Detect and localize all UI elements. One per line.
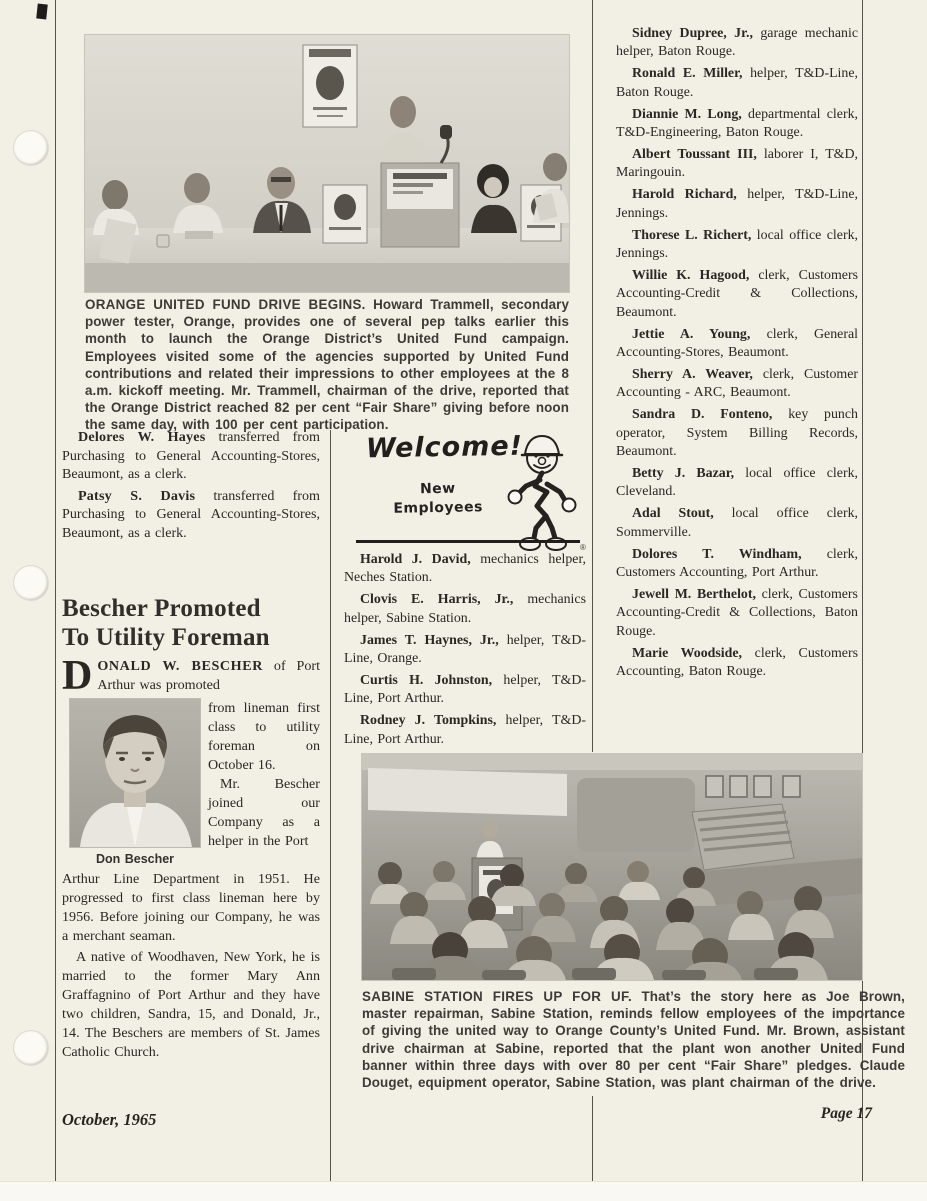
- don-bescher-portrait: [70, 699, 200, 847]
- employee-name: Adal Stout,: [632, 506, 714, 522]
- binder-hole: [14, 1031, 48, 1065]
- employee-name: Willie K. Hagood,: [632, 267, 750, 283]
- employee-detail: clerk, Customers Accounting, Baton Rouge.: [616, 645, 858, 679]
- employee-name: Betty J. Bazar,: [632, 465, 735, 481]
- employee-name: Sherry A. Weaver,: [632, 366, 753, 382]
- employee-name: Curtis H. Johnston,: [360, 672, 493, 688]
- list-item: [616, 586, 858, 641]
- employee-name: Delores W. Hayes: [78, 429, 206, 445]
- employee-detail: mechanics helper, Neches Station.: [344, 552, 586, 586]
- list-item: [344, 551, 586, 588]
- employee-name: James T. Haynes, Jr.,: [360, 632, 499, 648]
- caption-lead: ORANGE UNITED FUND DRIVE BEGINS.: [85, 297, 366, 312]
- employee-name: Rodney J. Tompkins,: [360, 713, 497, 729]
- list-item: [616, 186, 858, 223]
- list-item: [344, 712, 586, 749]
- portrait-illustration: [70, 699, 200, 847]
- column-divider-right-lower: [592, 1096, 593, 1181]
- employee-detail: helper, T&D-Line, Orange.: [344, 632, 586, 667]
- employee-detail: clerk, Customers Accounting-Credit & Collections, Baton Rouge.: [616, 586, 858, 639]
- list-item: [616, 406, 858, 461]
- list-item: [616, 546, 858, 583]
- employee-name: Harold Richard,: [632, 187, 737, 203]
- employee-detail: garage mechanic helper, Baton Rouge.: [616, 26, 858, 60]
- article-lead: [62, 653, 320, 699]
- headline-line2: To Utility Foreman: [62, 624, 270, 651]
- bescher-article: [62, 653, 320, 1062]
- panel-discussion-illustration: [85, 35, 569, 292]
- reddy-kilowatt-icon: [492, 428, 588, 554]
- employee-detail: helper, T&D-Line, Jennings.: [616, 187, 858, 221]
- top-photo-caption: [85, 296, 569, 434]
- transfer-item: [62, 428, 320, 484]
- list-item: [616, 645, 858, 682]
- employee-name: Patsy S. Davis: [78, 487, 196, 504]
- employee-detail: clerk, Customer Accounting - ARC, Beaumont.: [616, 366, 858, 401]
- caption-body: That’s the story here as Joe Brown, master repairman, Sabine Station, reminds fellow employees of the importance of giving the united way to Orange County’s United Fund. Mr. Brown, assistant drive chairman at Sabine, reported that the plant won another United Fund banner within three days with over 80 per cent “Fair Share” pledges. Claude Douget, equipment operator, Sabine Station, was plant chairman of the drive.: [362, 989, 905, 1091]
- welcome-new-employees-block: [352, 428, 588, 560]
- employee-detail: key punch operator, System Billing Records, Beaumont.: [616, 407, 858, 460]
- employee-name: Dolores T. Windham,: [632, 546, 802, 562]
- article-paragraph: Arthur Line Department in 1951. He progressed to first class lineman here by 1956. Before joining our Company, he was a merchant seaman.: [62, 871, 320, 944]
- issue-date: October, 1965: [62, 1110, 157, 1129]
- employee-name: Albert Toussant III,: [632, 146, 757, 162]
- list-item: [616, 267, 858, 322]
- employee-name: Jewell M. Berthelot,: [632, 586, 756, 602]
- drop-cap: D: [62, 653, 93, 699]
- employee-detail: helper, T&D-Line, Baton Rouge.: [616, 66, 858, 100]
- list-item: [616, 326, 858, 363]
- bottom-photo-caption: [362, 988, 905, 1091]
- page-number: Page 17: [820, 1105, 872, 1122]
- binder-hole: [14, 131, 48, 165]
- scan-edge-strip: [0, 1181, 927, 1201]
- lead-rest: of Port Arthur was promoted: [97, 658, 320, 693]
- employee-detail: helper, T&D-Line, Port Arthur.: [344, 672, 586, 707]
- scan-ink-mark: [36, 4, 48, 20]
- lead-name: ONALD W. BESCHER: [97, 658, 264, 674]
- caption-body: Howard Trammell, secondary power tester, Orange, provides one of several pep talks earlier this month to launch the Orange District’s United Fund campaign. Employees visited some of the agencies supported by United Fund contributions and related their impressions to other employees at the 8 a.m. kickoff meeting. Mr. Trammell, chairman of the drive, reported that the Orange District reached 82 per cent “Fair Share” giving before noon the same day, with 100 per cent participation.: [85, 297, 570, 433]
- employee-detail: transferred from Purchasing to General Accounting-Stores, Beaumont, as a clerk.: [62, 487, 320, 541]
- left-page-rule: [55, 0, 56, 1181]
- wrap-text: [208, 699, 320, 869]
- list-item: [616, 25, 858, 62]
- welcome-subtitle-line1: New: [419, 480, 456, 498]
- employee-detail: local office clerk, Cleveland.: [616, 465, 858, 500]
- employee-name: Clovis E. Harris, Jr.,: [360, 592, 514, 608]
- employee-detail: helper, T&D-Line, Port Arthur.: [344, 713, 586, 747]
- new-employees-middle-list: [344, 551, 586, 753]
- new-employees-right-list: [616, 25, 858, 685]
- employee-name: Ronald E. Miller,: [632, 66, 743, 82]
- employee-detail: clerk, General Accounting-Stores, Beaumont.: [616, 326, 858, 360]
- article-paragraph: from lineman first class to utility foreman on October 16.: [208, 700, 320, 773]
- employee-detail: transferred from Purchasing to General Accounting-Stores, Beaumont, as a clerk.: [62, 429, 320, 483]
- portrait-caption: Don Bescher: [95, 852, 175, 866]
- employee-detail: clerk, Customers Accounting-Credit & Collections, Beaumont.: [616, 267, 858, 320]
- transfer-item: [62, 487, 320, 543]
- orange-united-fund-photo: [85, 35, 569, 292]
- article-headline: [62, 594, 322, 652]
- list-item: [616, 227, 858, 264]
- employee-detail: departmental clerk, T&D-Engineering, Baton Rouge.: [616, 106, 858, 141]
- list-item: [616, 146, 858, 183]
- employee-detail: local office clerk, Sommerville.: [616, 506, 858, 540]
- list-item: [344, 591, 586, 628]
- employee-detail: laborer I, T&D, Maringouin.: [616, 146, 858, 181]
- article-paragraph: Mr. Bescher joined our Company as a helper in the Port: [208, 776, 320, 849]
- employee-name: Sandra D. Fonteno,: [632, 407, 773, 423]
- employee-name: Thorese L. Richert,: [632, 227, 752, 243]
- employee-name: Jettie A. Young,: [632, 326, 751, 342]
- column-divider-right-upper: [592, 0, 593, 752]
- column-divider-left: [330, 430, 331, 1181]
- welcome-title: Welcome!: [365, 430, 524, 465]
- meeting-audience-illustration: [362, 754, 862, 980]
- welcome-subtitle: [378, 479, 499, 519]
- list-item: [344, 672, 586, 709]
- registered-mark: ®: [580, 543, 586, 552]
- employee-name: Sidney Dupree, Jr.,: [632, 26, 753, 41]
- article-photo-row: [62, 699, 320, 869]
- list-item: [616, 465, 858, 502]
- list-item: [616, 65, 858, 102]
- employee-detail: clerk, Customers Accounting, Port Arthur.: [616, 546, 858, 580]
- caption-lead: SABINE STATION FIRES UP FOR UF.: [362, 989, 632, 1004]
- employee-detail: local office clerk, Jennings.: [616, 227, 858, 261]
- list-item: [616, 106, 858, 143]
- article-paragraph: A native of Woodhaven, New York, he is married to the former Mary Ann Graffagnino of Port Arthur and they have two children, Sandra, 15, and Donald, Jr., 14. The Beschers are members of St. James Catholic Church.: [62, 949, 320, 1060]
- transfers-section: [62, 428, 320, 546]
- headline-line1: Bescher Promoted: [62, 595, 261, 622]
- list-item: [616, 366, 858, 403]
- employee-name: Diannie M. Long,: [632, 106, 742, 122]
- employee-name: Harold J. David,: [360, 552, 471, 567]
- sabine-station-photo: [362, 754, 862, 980]
- employee-detail: mechanics helper, Sabine Station.: [344, 592, 586, 626]
- employee-name: Marie Woodside,: [632, 645, 743, 661]
- list-item: [616, 505, 858, 542]
- binder-hole: [14, 566, 48, 600]
- welcome-subtitle-line2: Employees: [393, 499, 484, 517]
- list-item: [344, 632, 586, 669]
- welcome-rule: [356, 540, 580, 543]
- portrait-block: [62, 699, 208, 869]
